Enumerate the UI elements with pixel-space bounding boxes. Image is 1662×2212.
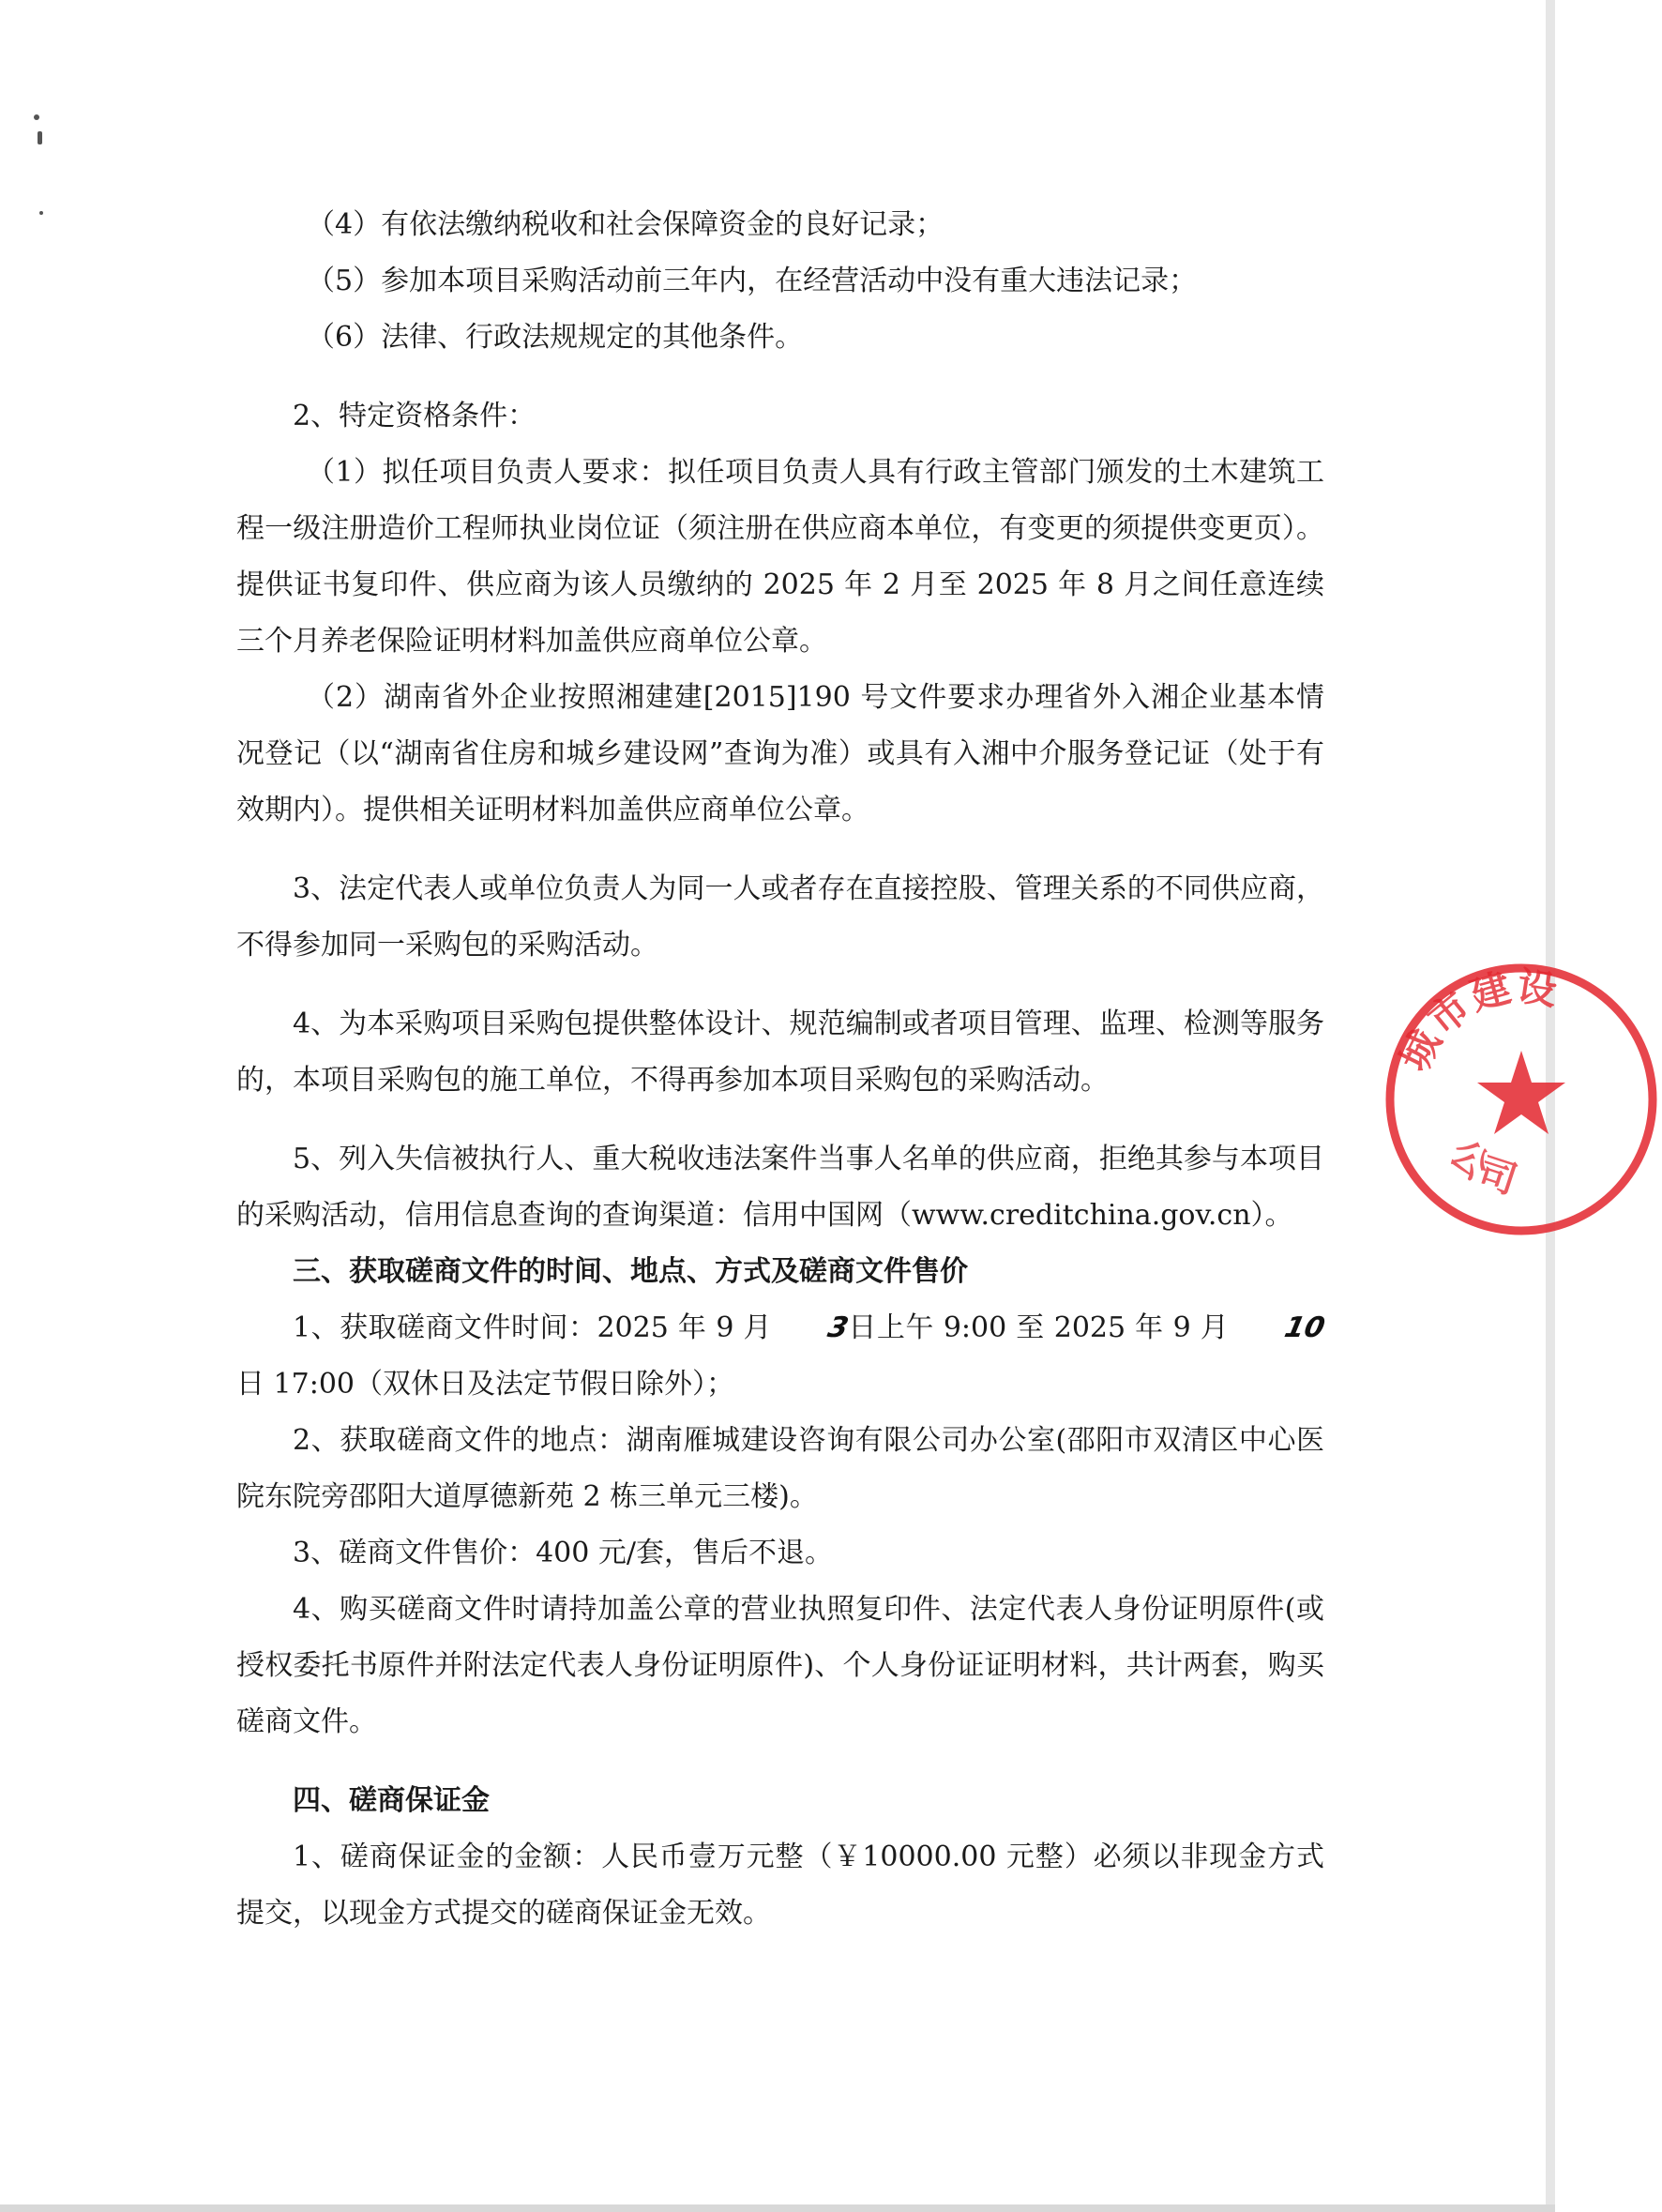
paragraph-deposit-amount: 1、磋商保证金的金额：人民币壹万元整（￥10000.00 元整）必须以非现金方式提交，以现金方式提交的磋商保证金无效。 [236,1841,1324,1930]
paragraph-purchase-requirements: 4、购买磋商文件时请持加盖公章的营业执照复印件、法定代表人身份证明原件(或授权委托书原件并附法定代表人身份证明原件)、个人身份证证明材料，共计两套，购买磋商文件。 [236,1593,1324,1738]
paragraph-acquire-time: 1、获取磋商文件时间：2025 年 9 月 3日上午 9:00 至 2025 年 9 月 10日 17:00（双休日及法定节假日除外）； [236,1300,1324,1413]
paragraph-document-price: 3、磋商文件售价：400 元/套，售后不退。 [293,1537,833,1569]
svg-text:城市建设: 城市建设 [1391,962,1563,1079]
scan-speck [38,131,42,144]
paragraph-out-of-province: （2）湖南省外企业按照湘建建[2015]190 号文件要求办理省外入湘企业基本情况登记（以“湖南省住房和城乡建设网”查询为准）或具有入湘中介服务登记证（处于有效期内）。提供相关证明材料加盖供应商单位公章。 [236,681,1324,826]
seal-star-icon [1477,1051,1565,1134]
scan-edge-bottom [0,2204,1555,2212]
paragraph-design-services: 4、为本采购项目采购包提供整体设计、规范编制或者项目管理、监理、检测等服务的，本项目采购包的施工单位，不得再参加本项目采购包的采购活动。 [236,1008,1324,1097]
section-heading-deposit: 四、磋商保证金 [293,1784,490,1817]
paragraph-credit-list: 5、列入失信被执行人、重大税收违法案件当事人名单的供应商，拒绝其参与本项目的采购活动，信用信息查询的查询渠道：信用中国网（www.creditchina.gov.cn）。 [236,1143,1324,1232]
handwritten-day-start: 3 [824,1311,852,1344]
paragraph-other-conditions: （6）法律、行政法规规定的其他条件。 [307,321,804,354]
handwritten-day-end: 10 [1281,1311,1328,1344]
company-seal-stamp [1381,959,1662,1240]
paragraph-tax-record: （4）有依法缴纳税收和社会保障资金的良好记录； [307,208,944,241]
paragraph-same-representative: 3、法定代表人或单位负责人为同一人或者存在直接控股、管理关系的不同供应商，不得参加同一采购包的采购活动。 [236,872,1324,962]
scan-speck [39,211,43,215]
document-body [236,197,1328,1942]
paragraph-specific-qualifications: 2、特定资格条件： [293,400,536,432]
section-heading-acquire-documents: 三、获取磋商文件的时间、地点、方式及磋商文件售价 [293,1255,968,1288]
paragraph-no-violation: （5）参加本项目采购活动前三年内，在经营活动中没有重大违法记录； [307,265,1198,297]
paragraph-project-leader: （1）拟任项目负责人要求：拟任项目负责人具有行政主管部门颁发的土木建筑工程一级注册造价工程师执业岗位证（须注册在供应商本单位，有变更的须提供变更页）。提供证书复印件、供应商为该人员缴纳的 2025 年 2 月至 2025 年 8 月之间任意连续三个月养老保险证明材料加盖供应商单位公章。 [236,456,1324,658]
paragraph-acquire-location: 2、获取磋商文件的地点：湖南雁城建设咨询有限公司办公室(邵阳市双清区中心医院东院旁邵阳大道厚德新苑 2 栋三单元三楼)。 [236,1424,1324,1513]
scan-speck [34,114,39,120]
svg-text:公司: 公司 [1441,1131,1522,1204]
